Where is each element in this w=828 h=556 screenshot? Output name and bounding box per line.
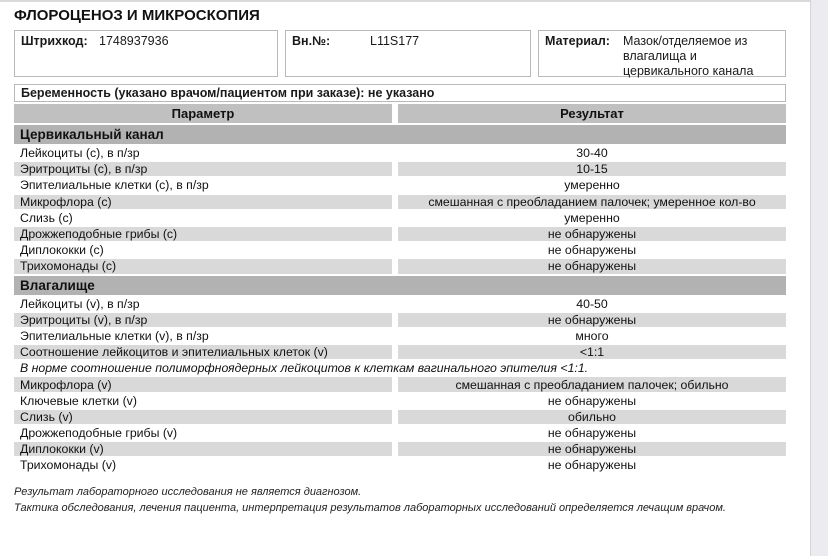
result-cell: не обнаружены bbox=[547, 426, 637, 441]
param-cell: Диплококки (v) bbox=[14, 442, 392, 456]
param-cell: Ключевые клетки (v) bbox=[20, 393, 137, 408]
table-row bbox=[14, 329, 786, 343]
table-row bbox=[14, 442, 786, 456]
material-value: Мазок/отделяемое из влагалища и цервикального канала bbox=[623, 34, 754, 78]
result-cell: не обнаружены bbox=[398, 259, 786, 273]
result-cell: не обнаружены bbox=[547, 393, 637, 408]
barcode-value: 1748937936 bbox=[99, 34, 169, 48]
result-cell: смешанная с преобладанием палочек; обильно bbox=[398, 377, 786, 391]
section-header-row: Цервикальный канал bbox=[14, 125, 786, 144]
param-cell: Эпителиальные клетки (v), в п/зр bbox=[20, 328, 209, 343]
top-divider bbox=[0, 0, 828, 2]
internal-number-label: Вн.№: bbox=[292, 34, 331, 48]
footer-notes bbox=[14, 484, 786, 516]
table-row bbox=[14, 394, 786, 408]
param-cell: Микрофлора (с) bbox=[14, 195, 392, 209]
result-cell: не обнаружены bbox=[547, 458, 637, 473]
material-box bbox=[538, 30, 786, 77]
table-row bbox=[14, 458, 786, 472]
param-cell: Дрожжеподобные грибы (v) bbox=[20, 426, 178, 441]
result-cell: не обнаружены bbox=[398, 313, 786, 327]
param-cell: Трихомонады (с) bbox=[14, 259, 392, 273]
table-row bbox=[14, 195, 786, 209]
table-row bbox=[14, 410, 786, 424]
param-cell: Эритроциты (с), в п/зр bbox=[14, 162, 392, 176]
param-cell: Лейкоциты (с), в п/зр bbox=[20, 146, 140, 161]
note-row: В норме соотношение полиморфноядерных лейкоцитов к клеткам вагинального эпителия <1:1. bbox=[14, 361, 786, 375]
table-row bbox=[14, 162, 786, 176]
param-cell: Лейкоциты (v), в п/зр bbox=[20, 296, 140, 311]
table-row bbox=[14, 259, 786, 273]
page-title: ФЛОРОЦЕНОЗ И МИКРОСКОПИЯ bbox=[14, 7, 260, 24]
result-cell: не обнаружены bbox=[398, 227, 786, 241]
footer-note-line1: Результат лабораторного исследования не является диагнозом. bbox=[14, 486, 362, 498]
internal-number-value: L11S177 bbox=[370, 34, 420, 48]
table-row bbox=[14, 243, 786, 257]
result-cell: 40-50 bbox=[576, 296, 608, 311]
result-cell: умеренно bbox=[564, 178, 620, 193]
specimen-header bbox=[14, 30, 786, 77]
table-row bbox=[14, 345, 786, 359]
barcode-label: Штрихкод: bbox=[21, 34, 88, 48]
param-cell: Дрожжеподобные грибы (с) bbox=[14, 227, 392, 241]
result-cell: не обнаружены bbox=[547, 243, 637, 258]
pregnancy-status-bar: Беременность (указано врачом/пациентом при заказе): не указано bbox=[14, 84, 786, 102]
results-table bbox=[14, 104, 786, 475]
column-header-parameter: Параметр bbox=[14, 104, 392, 123]
table-row bbox=[14, 426, 786, 440]
table-row bbox=[14, 313, 786, 327]
result-cell: смешанная с преобладанием палочек; умеренное кол-во bbox=[398, 195, 786, 209]
table-row bbox=[14, 377, 786, 391]
param-cell: Слизь (v) bbox=[14, 410, 392, 424]
table-header-row bbox=[14, 104, 786, 123]
param-cell: Слизь (с) bbox=[20, 210, 73, 225]
footer-note-line2: Тактика обследования, лечения пациента, интерпретация результатов лабораторных исследований определяется лечащим врачом. bbox=[14, 502, 726, 514]
section-header-row: Влагалище bbox=[14, 276, 786, 295]
table-row bbox=[14, 227, 786, 241]
result-cell: 10-15 bbox=[398, 162, 786, 176]
result-cell: не обнаружены bbox=[398, 442, 786, 456]
barcode-box bbox=[14, 30, 278, 77]
result-cell: обильно bbox=[398, 410, 786, 424]
internal-number-box bbox=[285, 30, 531, 77]
param-cell: Микрофлора (v) bbox=[14, 377, 392, 391]
param-cell: Трихомонады (v) bbox=[20, 458, 117, 473]
table-row bbox=[14, 146, 786, 160]
results-table-body bbox=[14, 125, 786, 473]
result-cell: много bbox=[575, 328, 609, 343]
table-row bbox=[14, 178, 786, 192]
result-cell: 30-40 bbox=[576, 146, 608, 161]
result-cell: умеренно bbox=[564, 210, 620, 225]
param-cell: Диплококки (с) bbox=[20, 243, 104, 258]
vertical-scrollbar[interactable] bbox=[810, 0, 828, 556]
result-cell: <1:1 bbox=[398, 345, 786, 359]
table-row bbox=[14, 297, 786, 311]
table-row bbox=[14, 211, 786, 225]
param-cell: Эритроциты (v), в п/зр bbox=[14, 313, 392, 327]
param-cell: Соотношение лейкоцитов и эпителиальных клеток (v) bbox=[14, 345, 392, 359]
material-label: Материал: bbox=[545, 34, 610, 48]
column-header-result: Результат bbox=[398, 104, 786, 123]
param-cell: Эпителиальные клетки (с), в п/зр bbox=[20, 178, 209, 193]
